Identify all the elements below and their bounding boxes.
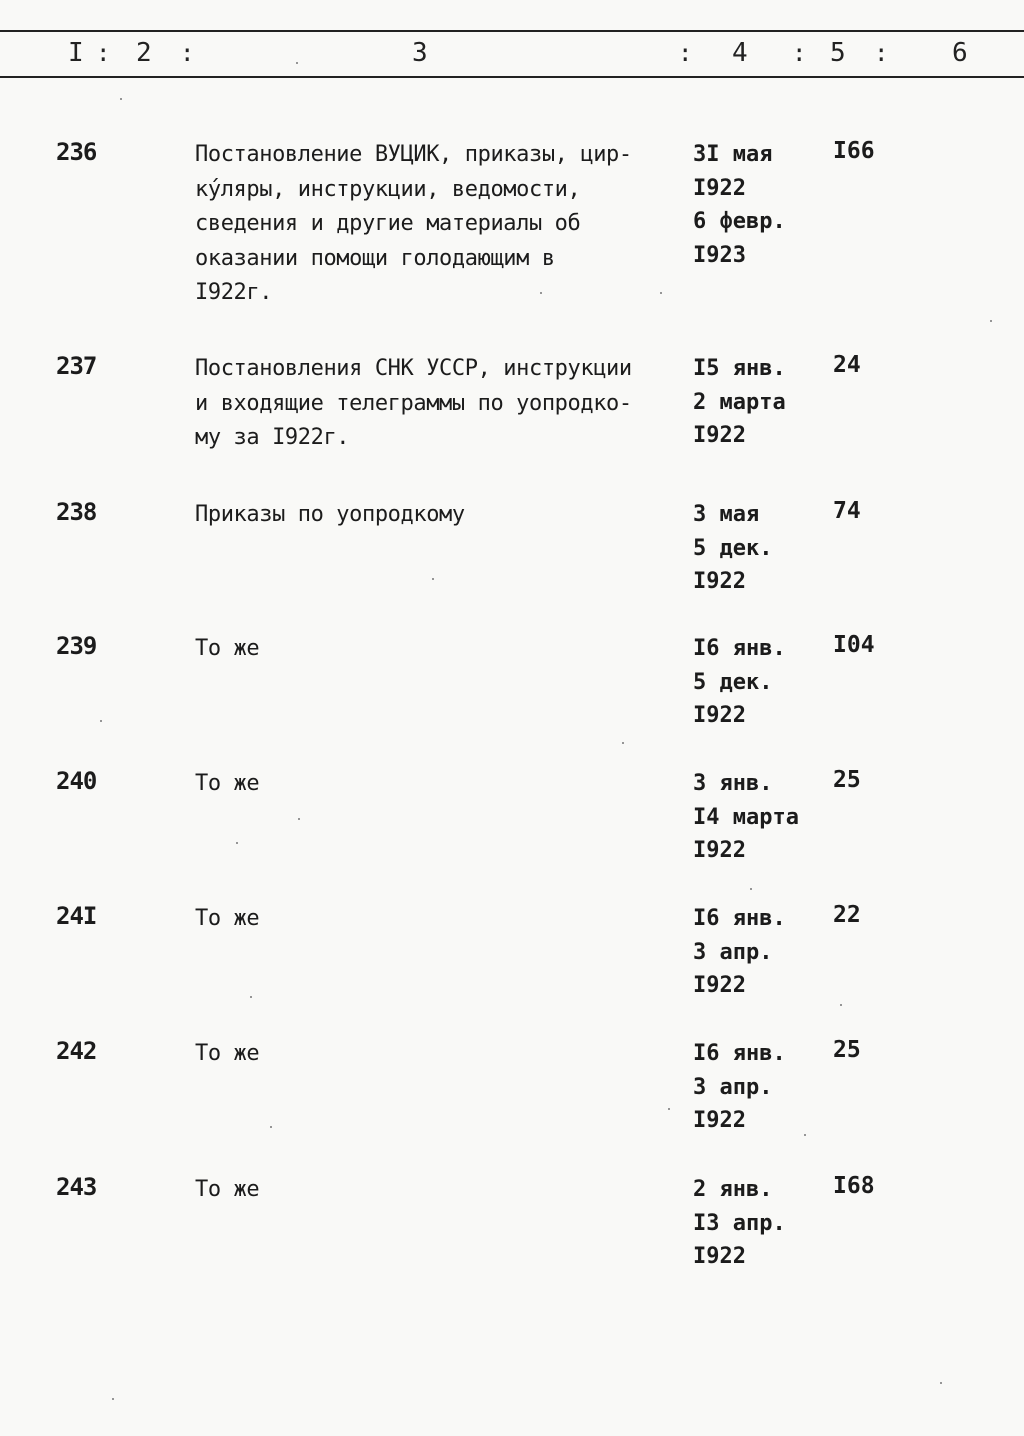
date-line: 3 апр. bbox=[693, 939, 773, 965]
column-header-5: 5 bbox=[830, 38, 846, 68]
date-line: I922 bbox=[693, 175, 746, 201]
date-line: I922 bbox=[693, 703, 746, 728]
date-line: I922 bbox=[693, 838, 746, 863]
scan-speck bbox=[540, 292, 542, 294]
scan-speck bbox=[668, 1108, 670, 1110]
column-separator: : bbox=[792, 39, 807, 67]
date-line: I922 bbox=[693, 569, 746, 594]
item-dates bbox=[693, 138, 786, 272]
item-number: 238 bbox=[56, 498, 97, 526]
date-line: I3 апр. bbox=[693, 1210, 786, 1236]
scan-speck bbox=[990, 320, 992, 322]
date-line: I922 bbox=[693, 973, 746, 998]
scan-speck bbox=[236, 842, 238, 844]
item-dates bbox=[693, 902, 786, 1003]
title-line: То же bbox=[195, 771, 260, 796]
item-sheet-count: 22 bbox=[833, 902, 861, 928]
item-sheet-count: I68 bbox=[833, 1173, 875, 1199]
title-line: Приказы по уопродкому bbox=[195, 502, 465, 527]
scan-speck bbox=[120, 98, 122, 100]
scan-speck bbox=[296, 62, 298, 64]
scan-speck bbox=[750, 888, 752, 890]
column-header-3: 3 bbox=[412, 38, 428, 68]
date-line: I923 bbox=[693, 242, 746, 268]
title-line: и входящие телеграммы по уопродко- bbox=[195, 390, 632, 416]
item-sheet-count: 25 bbox=[833, 767, 861, 793]
column-separator: : bbox=[678, 39, 693, 67]
item-title bbox=[195, 1173, 675, 1208]
title-line: То же bbox=[195, 906, 260, 931]
date-line: I6 янв. bbox=[693, 636, 786, 661]
date-line: 3 апр. bbox=[693, 1074, 773, 1100]
title-line: кýляры, инструкции, ведомости, bbox=[195, 176, 581, 202]
column-header-2: 2 bbox=[136, 38, 152, 68]
date-line: I6 янв. bbox=[693, 906, 786, 931]
header-top-rule bbox=[0, 30, 1024, 32]
scan-speck bbox=[622, 742, 624, 744]
item-number: 242 bbox=[56, 1037, 97, 1065]
item-dates bbox=[693, 632, 786, 733]
item-dates bbox=[693, 352, 786, 453]
date-line: 5 дек. bbox=[693, 669, 773, 695]
column-separator: : bbox=[180, 39, 195, 67]
item-dates bbox=[693, 767, 799, 868]
scan-speck bbox=[250, 996, 252, 998]
date-line: I922 bbox=[693, 1108, 746, 1133]
scan-speck bbox=[112, 1398, 114, 1400]
item-number: 243 bbox=[56, 1173, 97, 1201]
item-dates bbox=[693, 1173, 786, 1274]
item-number: 24I bbox=[56, 902, 97, 930]
title-line: му за I922г. bbox=[195, 425, 350, 450]
item-number: 236 bbox=[56, 138, 97, 166]
scan-speck bbox=[840, 1004, 842, 1006]
date-line: I5 янв. bbox=[693, 356, 786, 381]
item-sheet-count: 25 bbox=[833, 1037, 861, 1063]
scan-speck bbox=[432, 578, 434, 580]
title-line: То же bbox=[195, 636, 260, 661]
date-line: I4 марта bbox=[693, 804, 799, 830]
title-line: То же bbox=[195, 1041, 260, 1066]
scan-speck bbox=[804, 1134, 806, 1136]
item-number: 240 bbox=[56, 767, 97, 795]
date-line: I922 bbox=[693, 423, 746, 448]
scan-speck bbox=[298, 818, 300, 820]
column-separator: : bbox=[874, 39, 889, 67]
date-line: 2 янв. bbox=[693, 1177, 773, 1202]
item-sheet-count: I04 bbox=[833, 632, 875, 658]
scan-speck bbox=[270, 1126, 272, 1128]
date-line: 5 дек. bbox=[693, 535, 773, 561]
item-title bbox=[195, 138, 675, 311]
title-line: I922г. bbox=[195, 280, 273, 305]
item-title bbox=[195, 902, 675, 937]
date-line: 6 февр. bbox=[693, 209, 786, 234]
item-number: 239 bbox=[56, 632, 97, 660]
scan-speck bbox=[100, 720, 102, 722]
column-separator: : bbox=[96, 39, 111, 67]
item-sheet-count: 24 bbox=[833, 352, 861, 378]
title-line: оказании помощи голодающим в bbox=[195, 245, 555, 271]
item-title bbox=[195, 498, 675, 533]
item-dates bbox=[693, 498, 772, 599]
title-line: Постановления СНК УССР, инструкции bbox=[195, 356, 632, 381]
title-line: То же bbox=[195, 1177, 260, 1202]
item-sheet-count: I66 bbox=[833, 138, 875, 164]
date-line: I922 bbox=[693, 1244, 746, 1269]
item-title bbox=[195, 352, 675, 456]
column-header-4: 4 bbox=[732, 38, 748, 68]
date-line: 3I мая bbox=[693, 142, 773, 167]
title-line: Постановление ВУЦИК, приказы, цир- bbox=[195, 142, 632, 167]
date-line: 3 янв. bbox=[693, 771, 773, 796]
date-line: I6 янв. bbox=[693, 1041, 786, 1066]
item-title bbox=[195, 767, 675, 802]
item-number: 237 bbox=[56, 352, 97, 380]
date-line: 2 марта bbox=[693, 389, 786, 415]
column-header-1: I bbox=[68, 38, 84, 68]
header-bottom-rule bbox=[0, 76, 1024, 78]
title-line: сведения и другие материалы об bbox=[195, 211, 581, 236]
item-title bbox=[195, 632, 675, 667]
scan-speck bbox=[660, 292, 662, 294]
date-line: 3 мая bbox=[693, 502, 760, 527]
scan-speck bbox=[940, 1382, 942, 1384]
item-dates bbox=[693, 1037, 786, 1138]
item-sheet-count: 74 bbox=[833, 498, 861, 524]
column-header-6: 6 bbox=[952, 38, 968, 68]
item-title bbox=[195, 1037, 675, 1072]
